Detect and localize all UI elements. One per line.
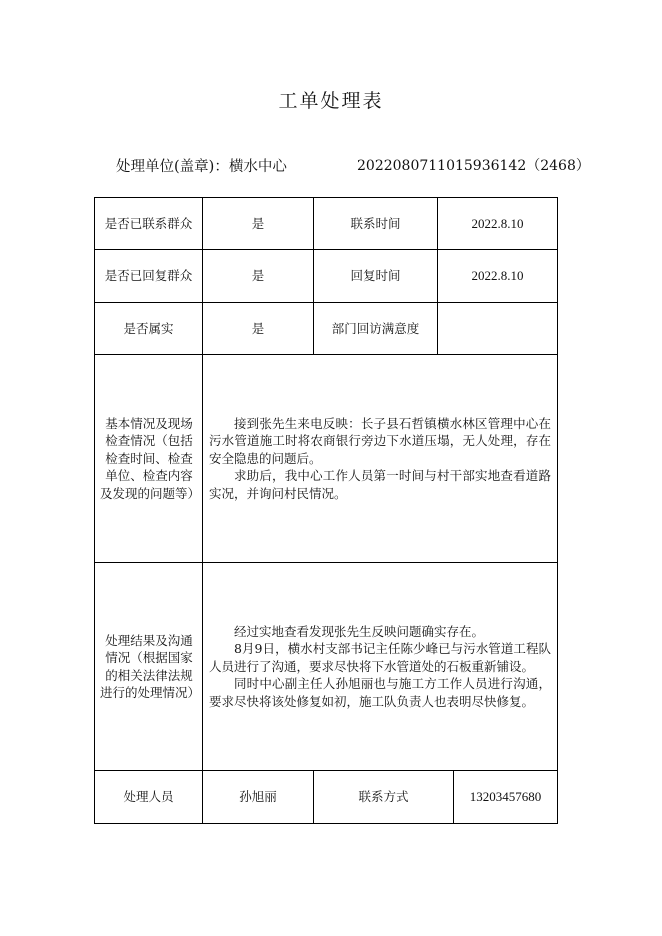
contact-time-value: 2022.8.10 xyxy=(471,215,524,231)
result-paragraph: 8月9日，横水村支部书记主任陈少峰已与污水管道工程队人员进行了沟通，要求尽快将下水管道处的石板重新铺设。 xyxy=(209,641,551,674)
satisfaction-value xyxy=(438,303,557,354)
verified-label: 是否属实 xyxy=(123,320,174,336)
contacted-value: 是 xyxy=(251,215,265,231)
contact-time-label: 联系时间 xyxy=(350,215,401,231)
work-order-number: 2022080711015936142（2468） xyxy=(357,158,590,174)
result-paragraph: 同时中心副主任人孙旭丽也与施工方工作人员进行沟通，要求尽快将该处修复如初，施工队负责人也表明尽快修复。 xyxy=(209,676,551,709)
phone-value: 13203457680 xyxy=(469,789,542,805)
satisfaction-label: 部门回访满意度 xyxy=(331,320,420,336)
basic-info-content xyxy=(209,355,551,562)
result-label: 处理结果及沟通情况（根据国家的相关法律法规进行的处理情况） xyxy=(100,632,201,700)
handler-name: 孙旭丽 xyxy=(239,789,277,805)
handler-label: 处理人员 xyxy=(123,789,174,805)
verified-value: 是 xyxy=(251,320,265,336)
replied-value: 是 xyxy=(251,268,265,284)
work-order-table xyxy=(94,197,558,824)
result-content xyxy=(209,563,551,770)
reply-time-label: 回复时间 xyxy=(350,268,401,284)
form-title: 工单处理表 xyxy=(278,90,384,112)
basic-info-paragraph: 求助后，我中心工作人员第一时间与村干部实地查看道路实况，并询问村民情况。 xyxy=(209,468,551,501)
reply-time-value: 2022.8.10 xyxy=(471,268,524,284)
phone-label: 联系方式 xyxy=(358,789,409,805)
replied-label: 是否已回复群众 xyxy=(104,268,193,284)
basic-info-label: 基本情况及现场检查情况（包括检查时间、检查单位、检查内容及发现的问题等） xyxy=(100,415,201,501)
contacted-label: 是否已联系群众 xyxy=(104,215,193,231)
basic-info-paragraph: 接到张先生来电反映：长子县石哲镇横水林区管理中心在污水管道施工时将农商银行旁边下水道压塌，无人处理，存在安全隐患的问题后。 xyxy=(209,415,551,466)
handling-unit: 处理单位(盖章)：横水中心 xyxy=(116,159,287,175)
result-paragraph: 经过实地查看发现张先生反映问题确实存在。 xyxy=(234,623,485,639)
